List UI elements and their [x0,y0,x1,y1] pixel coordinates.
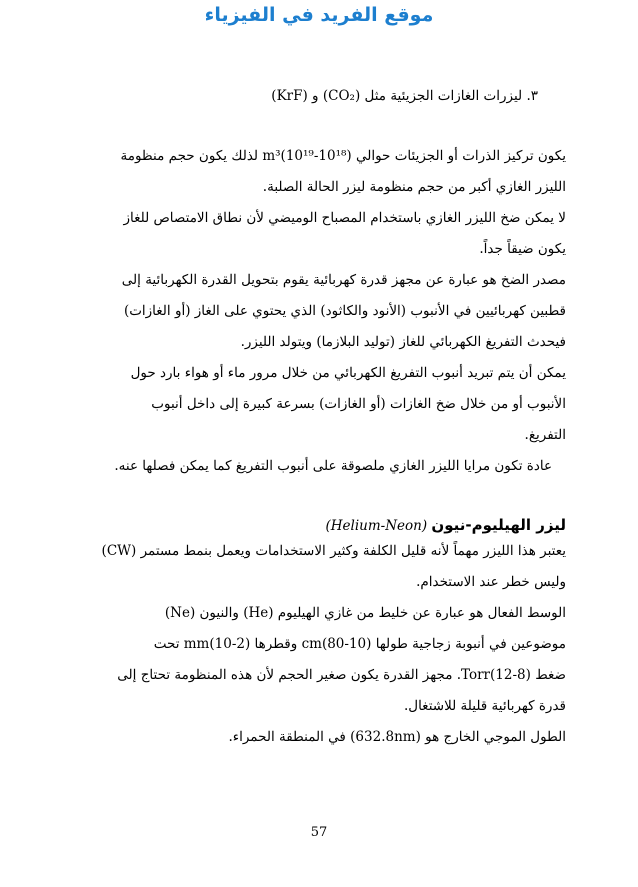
paragraph-line-4: يكون ضيقاً جداً. [479,241,566,257]
section-heading-english: (Helium-Neon) [325,518,428,534]
section-heading-arabic: ليزر الهيليوم-نيون [431,516,566,534]
section-heading [72,516,566,534]
list-item-3: ٣. ليزرات الغازات الجزيئية مثل (CO₂) و (KrF) [271,88,538,104]
section-line-5: ضغط (8-12)Torr. مجهز القدرة يكون صغير الحجم لأن هذه المنظومة تحتاج إلى [117,667,566,683]
paragraph-line-6: قطبين كهربائيين في الأنبوب (الأنود والكاثود) الذي يحتوي على الغاز (أو الغازات) [123,303,566,319]
site-title: موقع الفريد في الفيزياء [204,4,434,26]
paragraph-line-10: التفريغ. [524,427,566,443]
paragraph-line-9: الأنبوب أو من خلال ضخ الغازات (أو الغازات) بسرعة كبيرة إلى داخل أنبوب [151,396,566,412]
paragraph-line-1: يكون تركيز الذرات أو الجزيئات حوالي (10¹⁸-10¹⁹)m³ لذلك يكون حجم منظومة [120,148,566,164]
section-line-1: يعتبر هذا الليزر مهماً لأنه قليل الكلفة وكثير الاستخدامات ويعمل بنمط مستمر (CW) [101,543,566,559]
page-number: 57 [310,825,328,840]
section-line-7: الطول الموجي الخارج هو (632.8nm) في المنطقة الحمراء. [228,729,566,745]
section-line-3: الوسط الفعال هو عبارة عن خليط من غازي الهيليوم (He) والنيون (Ne) [164,605,566,621]
paragraph-line-3: لا يمكن ضخ الليزر الغازي باستخدام المصباح الوميضي لأن نطاق الامتصاص للغاز [123,210,566,226]
section-line-2: وليس خطر عند الاستخدام. [416,574,566,590]
paragraph-line-2: الليزر الغازي أكبر من حجم منظومة ليزر الحالة الصلبة. [262,179,566,195]
paragraph-line-8: يمكن أن يتم تبريد أنبوب التفريغ الكهربائي من خلال مرور ماء أو هواء بارد حول [130,365,566,381]
paragraph-line-11: عادة تكون مرايا الليزر الغازي ملصوقة على أنبوب التفريغ كما يمكن فصلها عنه. [114,458,552,474]
paragraph-line-5: مصدر الضخ هو عبارة عن مجهز قدرة كهربائية يقوم بتحويل القدرة الكهربائية إلى [121,272,566,288]
section-line-4: موضوعين في أنبوبة زجاجية طولها (10-80)cm وقطرها (2-10)mm تحت [153,636,566,652]
paragraph-line-7: فيحدث التفريغ الكهربائي للغاز (توليد البلازما) ويتولد الليزر. [240,334,566,350]
section-line-6: قدرة كهربائية قليلة للاشتغال. [403,698,566,714]
